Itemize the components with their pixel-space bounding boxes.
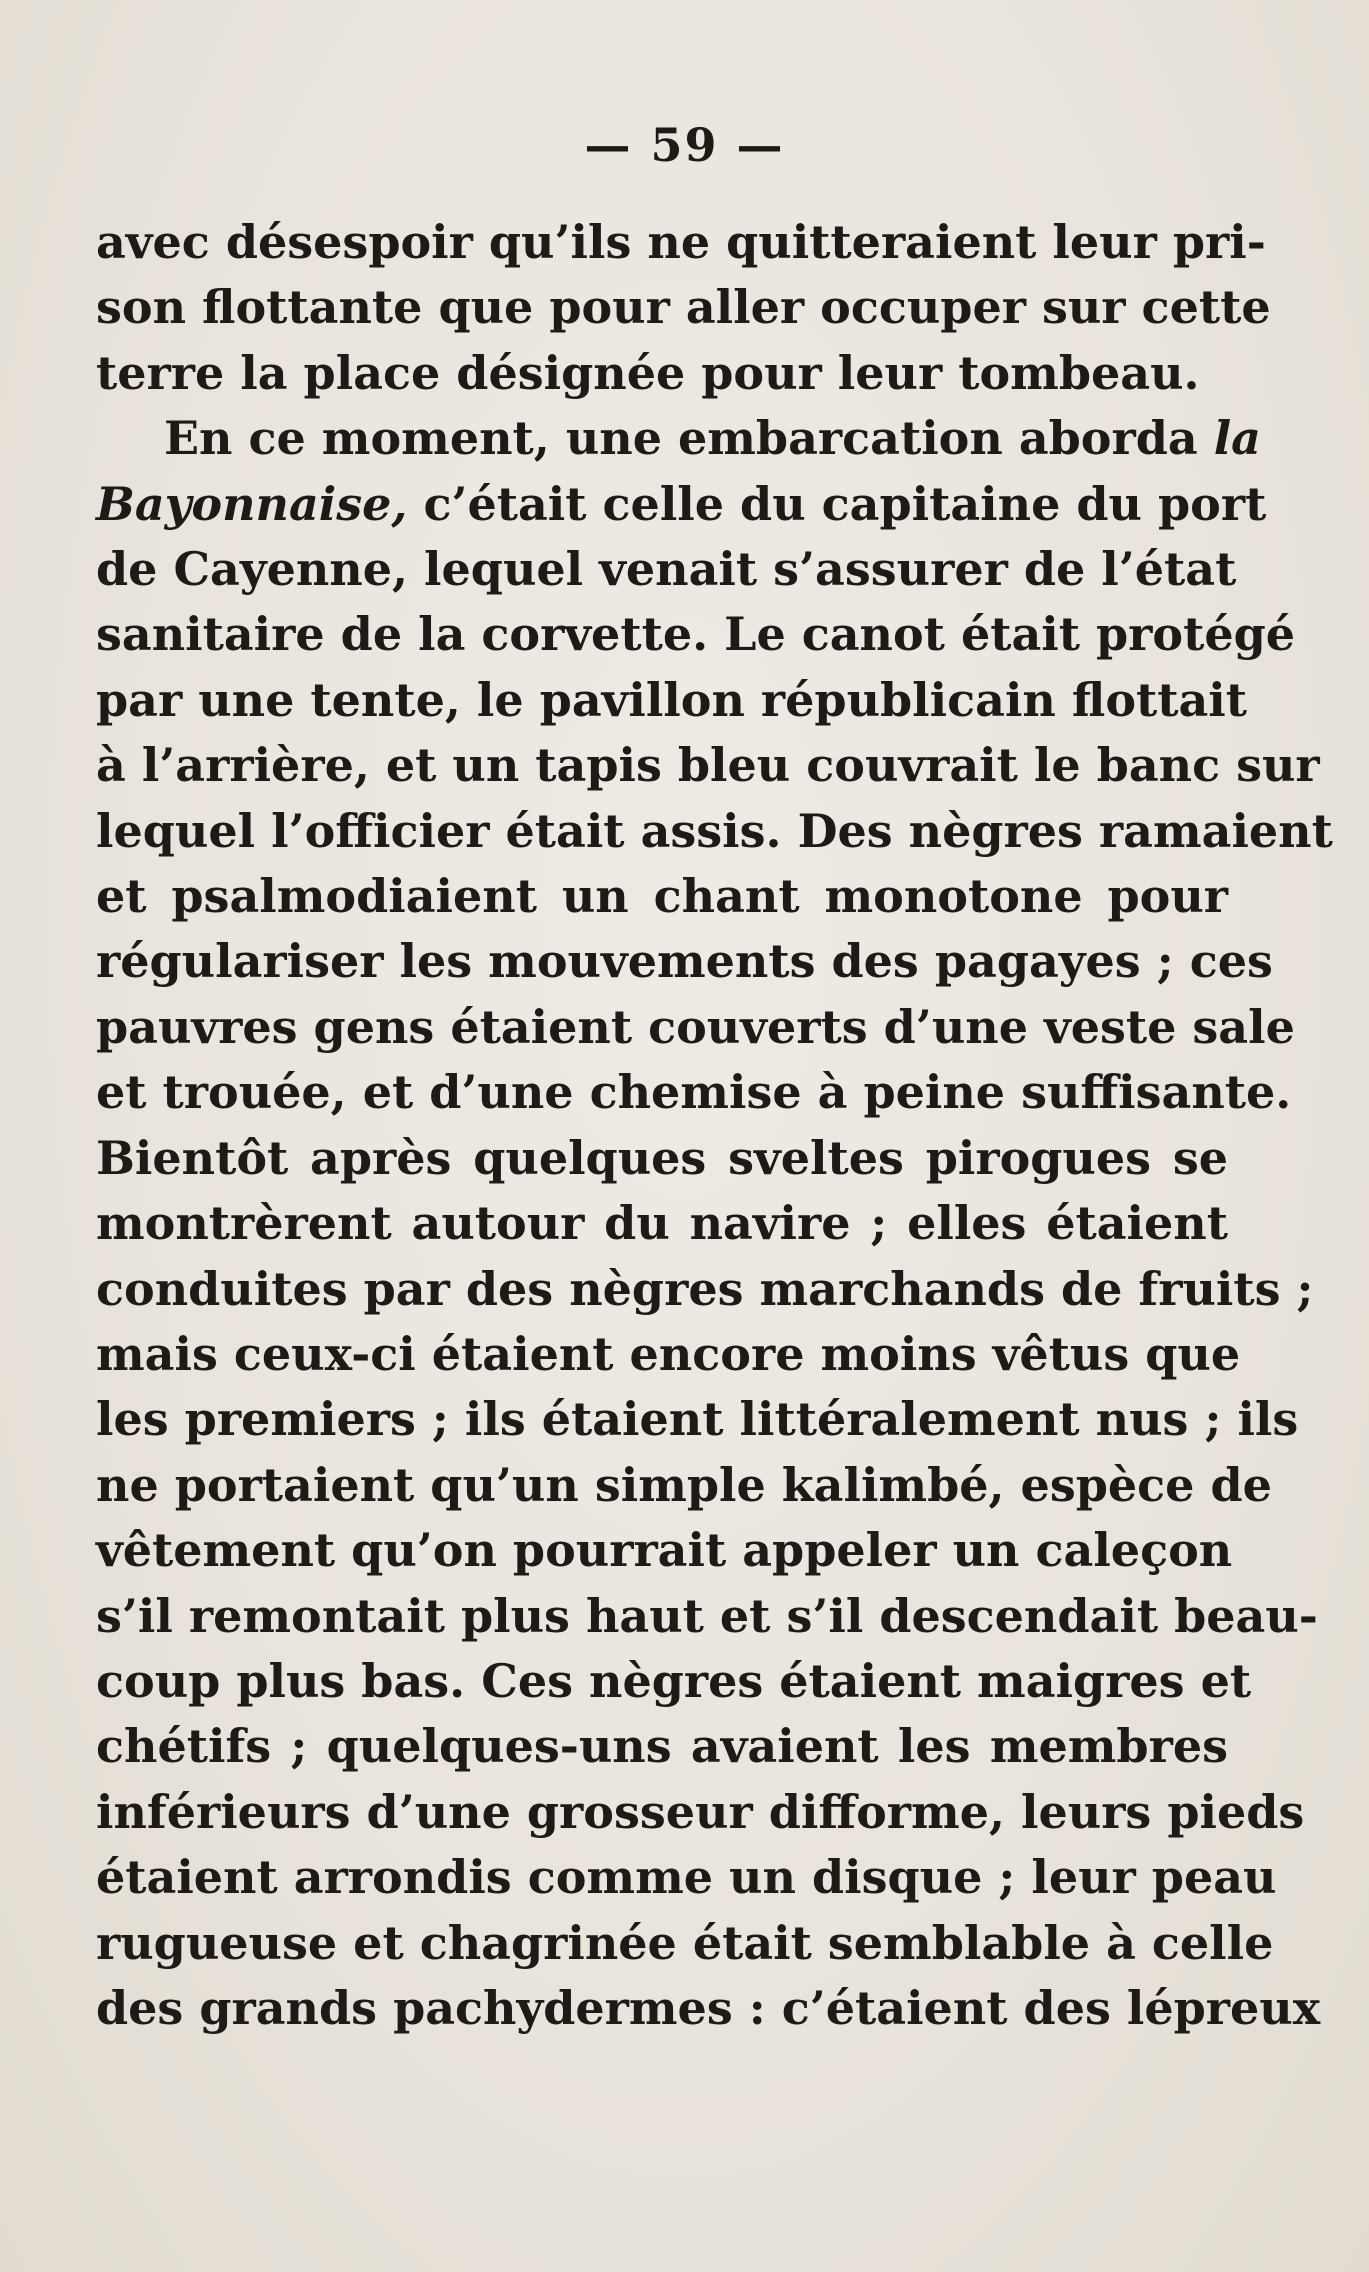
- text-line: étaient arrondis comme un disque ; leur peau: [96, 1850, 1277, 1905]
- text-segment: En ce moment, une embarcation aborda: [164, 411, 1214, 466]
- text-line: et trouée, et d’une chemise à peine suffisante.: [96, 1065, 1292, 1120]
- text-line: pauvres gens étaient couverts d’une veste sale: [96, 999, 1295, 1054]
- text-line: lequel l’officier était assis. Des nègres ramaient: [96, 803, 1333, 858]
- text-line: régulariser les mouvements des pagayes ; ces: [96, 934, 1273, 989]
- text-line: chétifs ; quelques-uns avaient les membres: [96, 1719, 1228, 1774]
- text-line: terre la place désignée pour leur tombeau.: [96, 345, 1200, 400]
- text-line: et psalmodiaient un chant monotone pour: [96, 869, 1228, 924]
- text-line: Bientôt après quelques sveltes pirogues se: [96, 1130, 1228, 1185]
- italic-text: Bayonnaise,: [96, 476, 408, 531]
- text-line: rugueuse et chagrinée était semblable à celle: [96, 1915, 1274, 1970]
- text-line: [96, 472, 1267, 537]
- text-line: ne portaient qu’un simple kalimbé, espèce de: [96, 1457, 1272, 1512]
- page-number: — 59 —: [584, 118, 785, 172]
- text-line: des grands pachydermes : c’étaient des lépreux: [96, 1980, 1321, 2035]
- text-line: montrèrent autour du navire ; elles étaient: [96, 1196, 1228, 1251]
- text-line: s’il remontait plus haut et s’il descendait beau-: [96, 1588, 1318, 1643]
- text-line: de Cayenne, lequel venait s’assurer de l’état: [96, 542, 1237, 597]
- text-line: [96, 406, 1261, 471]
- body-text: [96, 210, 1333, 2041]
- text-line: les premiers ; ils étaient littéralement nus ; ils: [96, 1392, 1299, 1447]
- text-line: coup plus bas. Ces nègres étaient maigres et: [96, 1653, 1252, 1708]
- text-line: avec désespoir qu’ils ne quitteraient leur pri-: [96, 215, 1266, 269]
- text-line: sanitaire de la corvette. Le canot était protégé: [96, 607, 1296, 662]
- italic-text: la: [1213, 411, 1261, 466]
- text-line: par une tente, le pavillon républicain flottait: [96, 672, 1248, 727]
- text-line: à l’arrière, et un tapis bleu couvrait le banc sur: [96, 738, 1320, 793]
- text-line: vêtement qu’on pourrait appeler un caleçon: [96, 1523, 1233, 1578]
- text-line: son flottante que pour aller occuper sur cette: [96, 280, 1271, 335]
- text-segment: c’était celle du capitaine du port: [407, 476, 1267, 531]
- text-line: mais ceux-ci étaient encore moins vêtus que: [96, 1326, 1241, 1381]
- text-line: conduites par des nègres marchands de fruits ;: [96, 1261, 1314, 1316]
- text-line: inférieurs d’une grosseur difforme, leurs pieds: [96, 1784, 1305, 1839]
